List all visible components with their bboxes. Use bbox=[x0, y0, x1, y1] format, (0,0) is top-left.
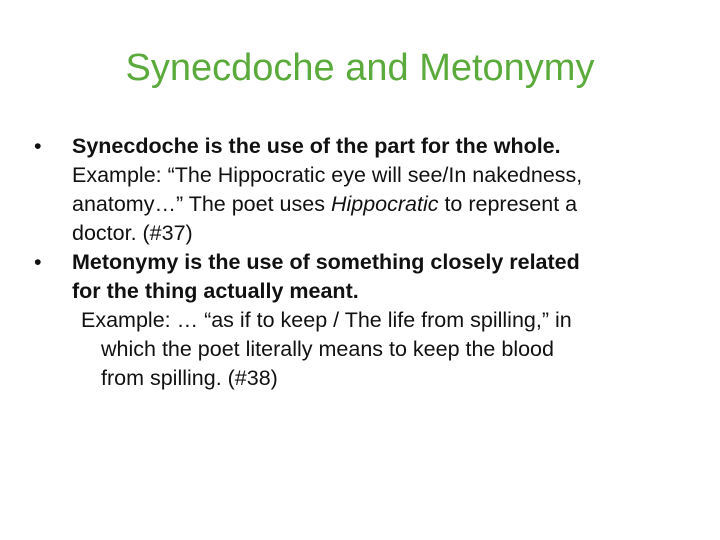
example-line: which the poet literally means to keep the blood bbox=[101, 337, 554, 361]
example-line: from spilling. (#38) bbox=[101, 366, 278, 390]
bullet-metonymy bbox=[34, 248, 684, 277]
example-line: doctor. (#37) bbox=[72, 221, 193, 245]
example-text: anatomy…” The poet uses bbox=[72, 192, 331, 216]
bullet-heading-continued: for the thing actually meant. bbox=[72, 279, 359, 303]
example-line bbox=[34, 190, 684, 219]
bullet-synecdoche bbox=[34, 132, 684, 161]
example-italic-term: Hippocratic bbox=[330, 192, 439, 216]
bullet-dot-icon: • bbox=[34, 250, 42, 274]
bullet-dot-icon: • bbox=[34, 134, 42, 158]
example-text: to represent a bbox=[438, 192, 578, 216]
example-line: Example: … “as if to keep / The life from spilling,” in bbox=[81, 308, 572, 332]
slide-title: Synecdoche and Metonymy bbox=[125, 47, 595, 89]
bullet-heading: Synecdoche is the use of the part for the whole. bbox=[72, 134, 561, 158]
example-line: Example: “The Hippocratic eye will see/In nakedness, bbox=[72, 163, 583, 187]
slide-body bbox=[34, 132, 684, 393]
bullet-heading: Metonymy is the use of something closely related bbox=[72, 250, 580, 274]
